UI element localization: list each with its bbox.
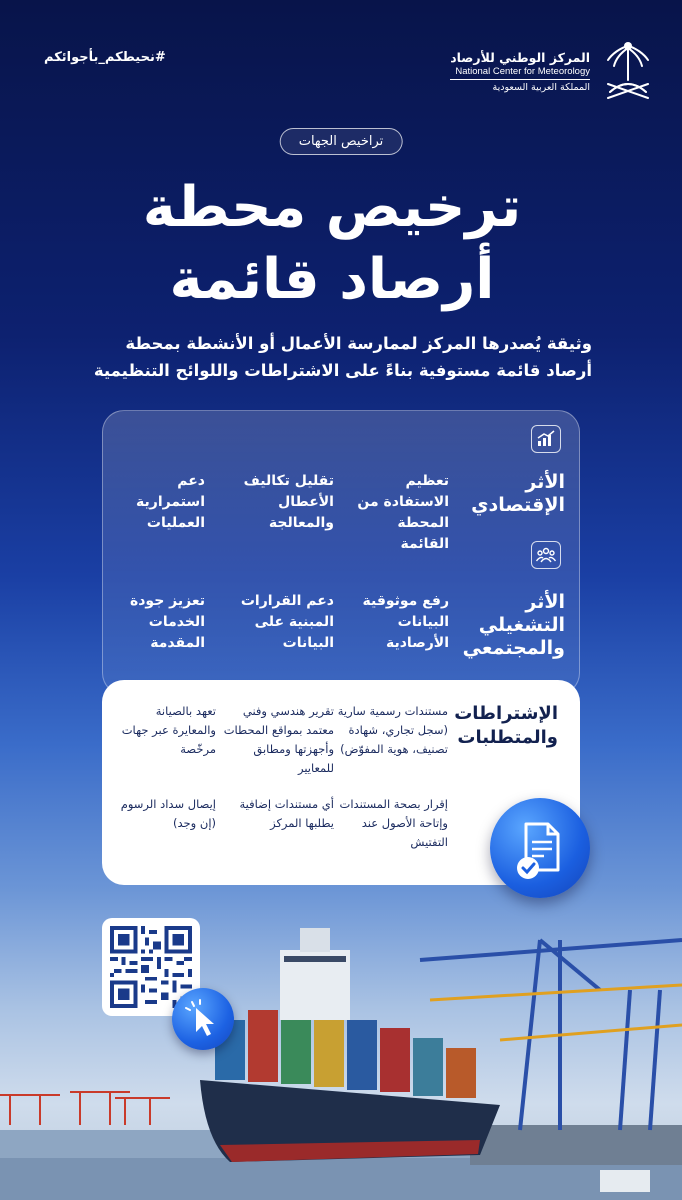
requirements-title: الإشتراطات والمتطلبات — [454, 703, 558, 748]
title-line-1: ترخيص محطة — [142, 175, 522, 240]
title-line-2: أرصاد قائمة — [169, 247, 495, 312]
hashtag: #نحيطكم_بأجوائكم — [44, 50, 166, 65]
requirement-item: إقرار بصحة المستندات وإتاحة الأصول عند التفتيش — [339, 797, 448, 849]
palm-swords-logo-icon — [598, 38, 658, 104]
impact-item: تعزيز جودة الخدمات المقدمة — [129, 593, 205, 651]
requirement-item: تقرير هندسي وفني معتمد بمواقع المحطات وأجهزتها ومطابق للمعايير — [223, 704, 334, 775]
impact-title-economic: الأثر الإقتصادي — [471, 471, 565, 516]
people-icon — [531, 541, 561, 569]
impact-card — [102, 410, 580, 695]
org-name-ar: المركز الوطني للأرصاد — [450, 49, 590, 65]
page-title — [82, 172, 582, 316]
subtitle-line-2: أرصاد قائمة مستوفية بناءً على الاشتراطات واللوائح التنظيمية — [93, 361, 592, 380]
chart-icon — [531, 425, 561, 453]
country-name: المملكة العربية السعودية — [492, 81, 590, 93]
requirement-item: أي مستندات إضافية يطلبها المركز — [239, 797, 334, 830]
impact-item: دعم استمرارية العمليات — [136, 473, 205, 531]
subtitle-line-1: وثيقة يُصدرها المركز لممارسة الأعمال أو الأنشطة بمحطة — [125, 334, 592, 353]
org-name-en: National Center for Meteorology — [450, 66, 590, 80]
impact-item: دعم القرارات المبنية على البيانات — [240, 593, 334, 651]
impact-title-operational: الأثر التشغيلي والمجتمعي — [462, 591, 565, 659]
requirement-item: إيصال سداد الرسوم (إن وجد) — [120, 797, 216, 830]
impact-item: رفع موثوقية البيانات الأرصادية — [362, 593, 449, 651]
cursor-click-icon — [172, 988, 234, 1050]
org-logo-block — [450, 38, 658, 104]
requirement-item: مستندات رسمية سارية (سجل تجاري، شهادة تصنيف، هوية المفوّض) — [337, 704, 448, 756]
category-tag: تراخيص الجهات — [280, 128, 403, 155]
impact-item: تعظيم الاستفادة من المحطة القائمة — [357, 473, 449, 552]
impact-row-economic — [103, 411, 579, 551]
document-check-icon — [490, 798, 590, 898]
requirement-item: تعهد بالصيانة والمعايرة عبر جهات مرخّصة — [121, 704, 216, 756]
impact-item: تقليل تكاليف الأعطال والمعالجة — [243, 473, 334, 531]
subtitle — [92, 330, 592, 384]
impact-row-operational — [103, 541, 579, 691]
